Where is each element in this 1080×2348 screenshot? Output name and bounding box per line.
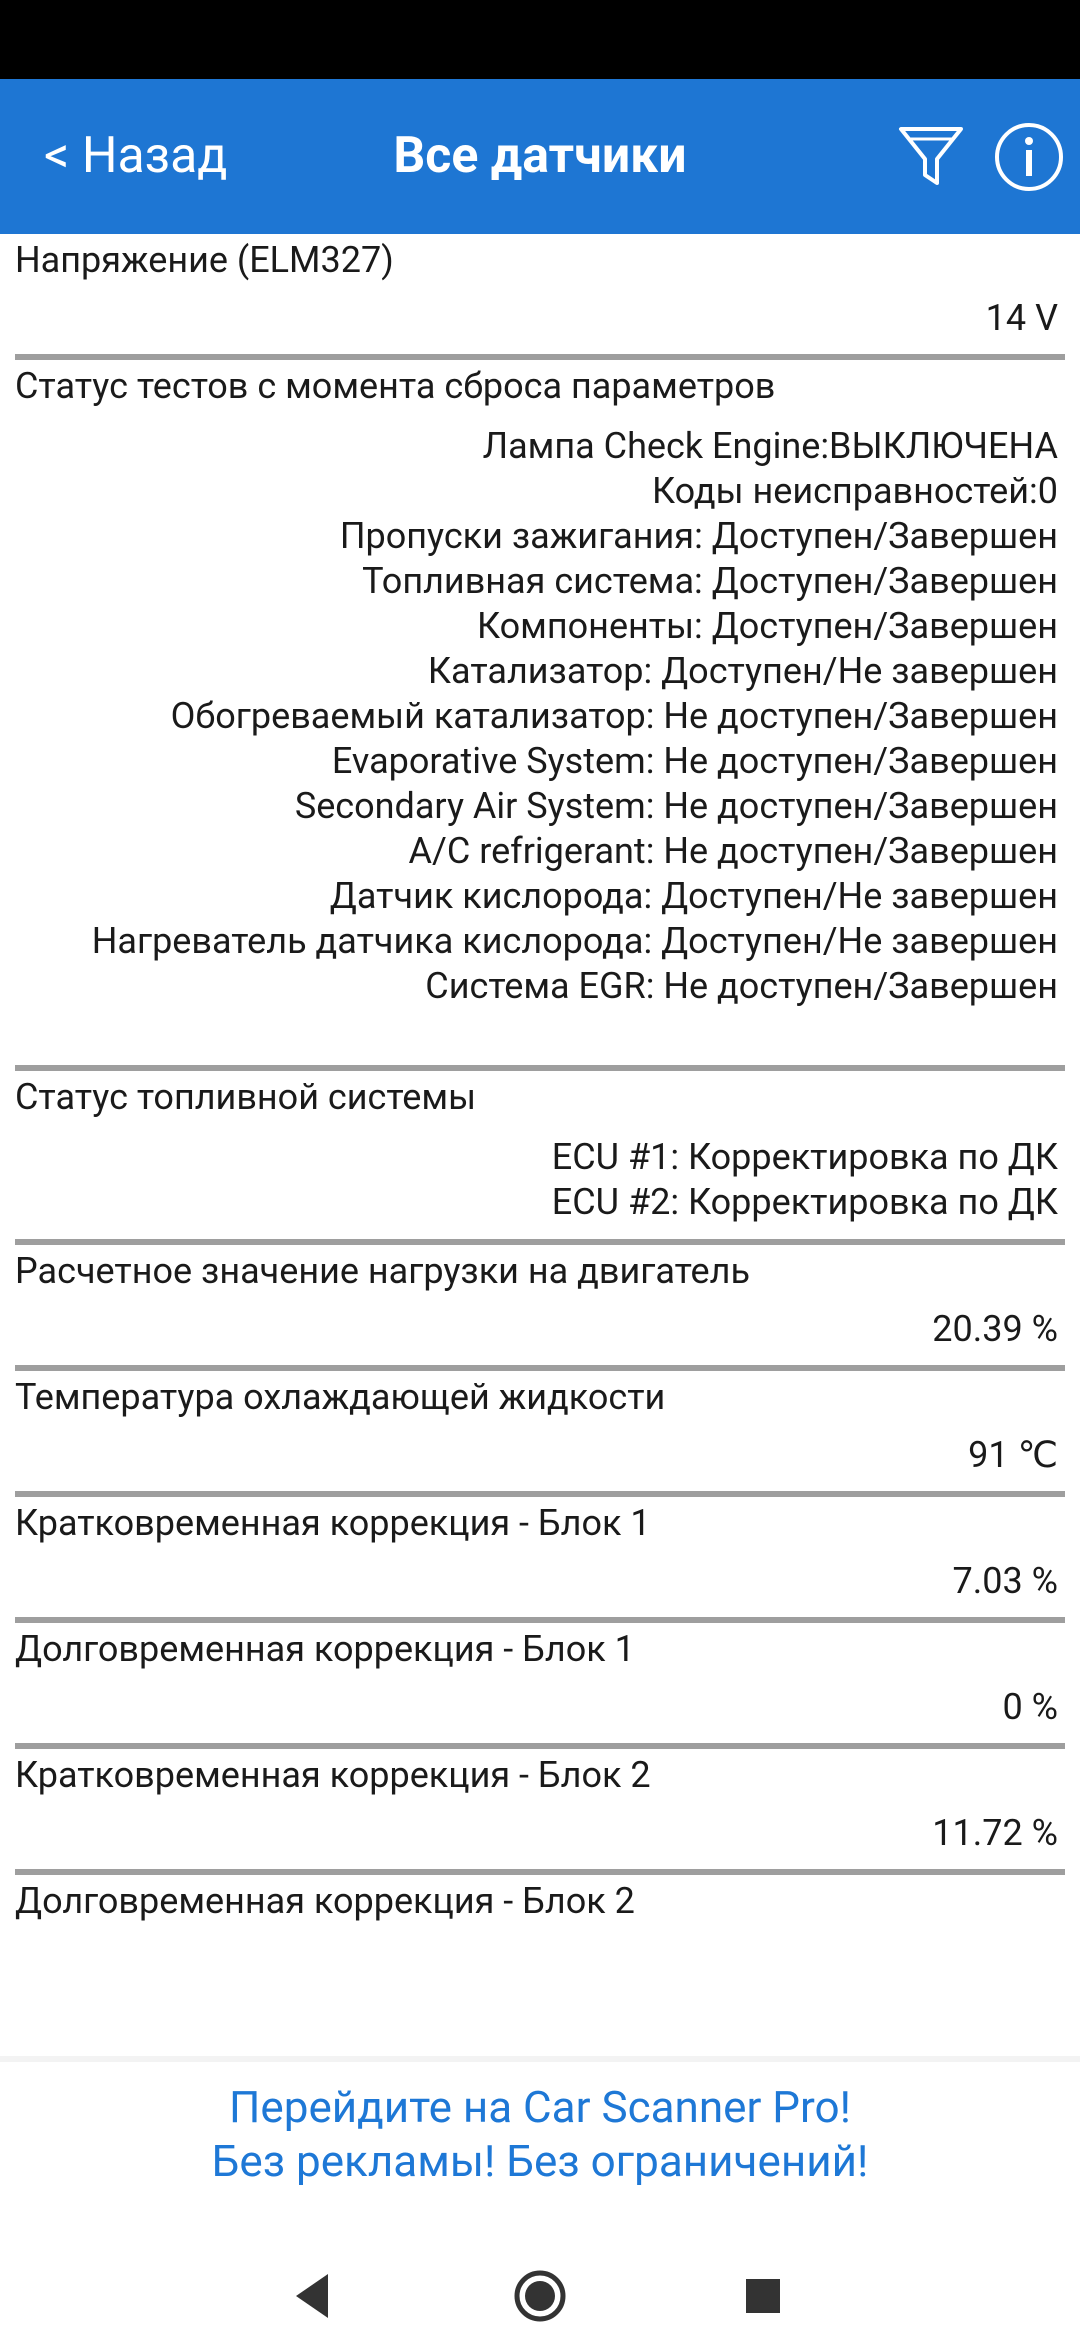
sensor-values — [15, 1293, 1065, 1351]
sensor-title: Кратковременная коррекция - Блок 2 — [15, 1754, 651, 1796]
info-button[interactable] — [993, 121, 1065, 193]
info-icon — [993, 121, 1065, 193]
sensor-title: Температура охлаждающей жидкости — [15, 1376, 666, 1418]
nav-recents-button[interactable] — [718, 2254, 808, 2344]
sensor-title: Напряжение (ELM327) — [15, 239, 394, 281]
sensor-value: Лампа Check Engine:ВЫКЛЮЧЕНА — [482, 425, 1058, 467]
sensor-values — [15, 408, 1065, 1051]
sensor-value: ECU #1: Корректировка по ДК — [551, 1136, 1058, 1178]
sensor-item[interactable] — [0, 1875, 1080, 1937]
sensor-item[interactable] — [0, 1497, 1080, 1603]
sensor-value: Обогреваемый катализатор: Не доступен/Завершен — [170, 695, 1058, 737]
sensor-value: 20.39 % — [932, 1308, 1058, 1350]
sensor-value: ECU #2: Корректировка по ДК — [551, 1181, 1058, 1223]
sensor-values — [15, 1419, 1065, 1477]
sensor-title: Статус тестов с момента сброса параметров — [15, 365, 776, 407]
sensor-value: Пропуски зажигания: Доступен/Завершен — [339, 515, 1058, 557]
sensor-values — [15, 1545, 1065, 1603]
status-bar — [0, 0, 1080, 79]
page-title: Все датчики — [393, 127, 687, 185]
upgrade-promo-banner[interactable] — [0, 2056, 1080, 2260]
sensor-value: 91 ℃ — [968, 1434, 1058, 1476]
sensor-item[interactable] — [0, 1071, 1080, 1225]
promo-line-2: Без рекламы! Без ограничений! — [211, 2135, 869, 2187]
nav-home-button[interactable] — [495, 2254, 585, 2344]
nav-back-button[interactable] — [268, 2254, 358, 2344]
sensor-value: Коды неисправностей:0 — [651, 470, 1058, 512]
sensor-value: Компоненты: Доступен/Завершен — [476, 605, 1058, 647]
sensor-item[interactable] — [0, 1371, 1080, 1477]
sensor-value: A/C refrigerant: Не доступен/Завершен — [408, 830, 1058, 872]
sensor-values — [15, 1797, 1065, 1855]
sensor-list[interactable] — [0, 234, 1080, 2056]
sensor-title: Долговременная коррекция - Блок 2 — [15, 1880, 635, 1922]
sensor-title: Долговременная коррекция - Блок 1 — [15, 1628, 635, 1670]
sensor-value: Катализатор: Доступен/Не завершен — [427, 650, 1058, 692]
sensor-value: Нагреватель датчика кислорода: Доступен/Не завершен — [91, 920, 1058, 962]
app-bar — [0, 79, 1080, 234]
sensor-value: Датчик кислорода: Доступен/Не завершен — [329, 875, 1058, 917]
sensor-item[interactable] — [0, 1245, 1080, 1351]
sensor-item[interactable] — [0, 360, 1080, 1051]
sensor-value: Топливная система: Доступен/Завершен — [362, 560, 1058, 602]
recents-square-icon — [718, 2254, 808, 2344]
sensor-value: Система EGR: Не доступен/Завершен — [425, 965, 1058, 1007]
sensor-item[interactable] — [0, 1623, 1080, 1729]
sensor-title: Кратковременная коррекция - Блок 1 — [15, 1502, 651, 1544]
sensor-values — [15, 1923, 1065, 1937]
sensor-item[interactable] — [0, 234, 1080, 340]
sensor-title: Расчетное значение нагрузки на двигатель — [15, 1250, 750, 1292]
promo-line-1: Перейдите на Car Scanner Pro! — [229, 2081, 851, 2133]
filter-icon — [895, 121, 967, 193]
sensor-value: 7.03 % — [952, 1560, 1058, 1602]
back-triangle-icon — [268, 2254, 358, 2344]
sensor-title: Статус топливной системы — [15, 1076, 477, 1118]
filter-button[interactable] — [895, 121, 967, 193]
sensor-item[interactable] — [0, 1749, 1080, 1855]
back-button[interactable]: < Назад — [44, 127, 228, 185]
sensor-values — [15, 1671, 1065, 1729]
sensor-value: Evaporative System: Не доступен/Завершен — [331, 740, 1058, 782]
sensor-value: 11.72 % — [932, 1812, 1058, 1854]
sensor-value: 0 % — [1002, 1686, 1058, 1728]
home-circle-icon — [495, 2254, 585, 2344]
sensor-values — [15, 282, 1065, 340]
sensor-values — [15, 1119, 1065, 1225]
sensor-value: 14 V — [985, 297, 1058, 339]
system-nav-bar — [0, 2254, 1080, 2340]
sensor-value: Secondary Air System: Не доступен/Завершен — [294, 785, 1058, 827]
